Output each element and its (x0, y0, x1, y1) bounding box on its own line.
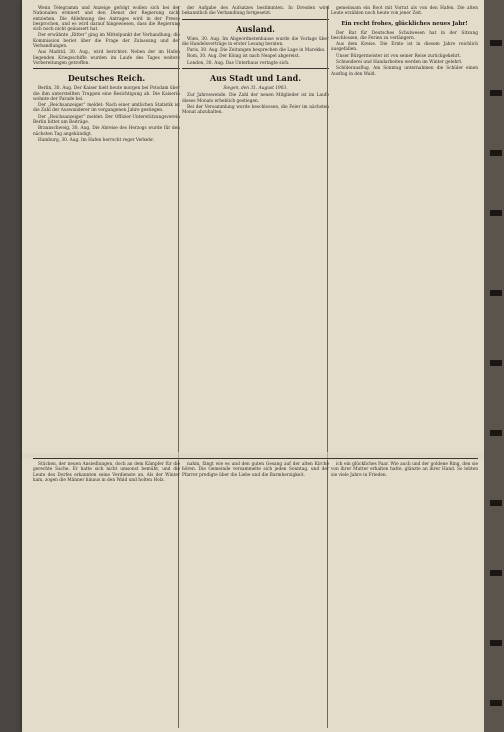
paragraph: Paris, 30. Aug. Die Zeitungen besprechen die Lage in Marokko. (187, 48, 326, 54)
paragraph: ich ein glückliches Paar. Wie auch und der goldene Ring, den sie von ihrer Mutter erhalten hatte, glänzte an ihrer Hand. So lebten sie viele Jahre in Frieden. (331, 462, 478, 478)
paragraph: Der Rat für Deutsches Schulwesen hat in der Sitzung beschlossen, die Ferien zu verlängern. (331, 30, 478, 41)
paragraph: Berlin, 30. Aug. Der Kaiser hielt heute morgen bei Potsdam über die ihm unterstellten Truppen eine Besichtigung ab. Die Kaiserin wohnte der Parade bei. (33, 86, 180, 102)
section-heading: Ein recht frohes, glückliches neues Jahr! (341, 20, 468, 27)
paragraph: Zur Jahreswende. Die Zahl der neuen Mitglieder ist im Laufe dieses Monats erheblich gestiegen. (182, 93, 329, 104)
paragraph: nahm, fängt wie es und den guten Gesang auf der alten Kirche hören. Die Gemeinde versammelte sich jeden Sonntag, und der Pfarrer predigte über die Liebe und die Barmherzigkeit. (182, 462, 329, 478)
column-2 (182, 6, 329, 117)
paragraph: Unser Bürgermeister ist von seiner Reise zurückgekehrt. (336, 53, 461, 59)
paragraph: Braunschweig, 30. Aug. Die Abreise des Herzogs wurde für den nächsten Tag angekündigt. (33, 126, 180, 137)
divider (182, 19, 329, 20)
paragraph: Schülerausflug. Am Sonntag unternahmen die Schüler einen Ausflug in den Wald. (331, 66, 478, 77)
paragraph: Rom, 30. Aug. Der König ist nach Neapel abgereist. (187, 54, 300, 60)
column-divider (178, 6, 179, 728)
paragraph: Wien, 30. Aug. Im Abgeordnetenhause wurde die Vorlage über die Handelsverträge in erster Lesung beraten. (182, 36, 329, 47)
paragraph: Stücken, der neuen Ansiedlungen, doch an dem Kämpfer für die gerechte Sache. Er hatte sich nicht umsonst bemüht, und die Leute des Dorfes erkannten seine Verdienste an. Als der Winter kam, zogen die Männer hinaus in den Wald und holten Holz. (33, 462, 180, 483)
paragraph: London, 30. Aug. Das Unterhaus vertagte sich. (187, 60, 290, 66)
lower-column-1 (33, 462, 180, 484)
paragraph: Schneiderei und Handarbeiten werden im Winter gelehrt. (336, 60, 463, 66)
lower-column-2 (182, 462, 329, 479)
paragraph: Hamburg, 30. Aug. Im Hafen herrscht reger Verkehr. (38, 137, 155, 143)
divider (33, 458, 478, 459)
section-heading: Aus Stadt und Land. (209, 73, 302, 84)
paragraph: Der erwähnte „Ritter“ ging im Mittelpunkt der Verhandlung; die Kommission beriet über die Frage der Zulassung und der Verhandlungen. (33, 33, 180, 50)
paragraph: der Aufgabe des Aufsatzes bestimmten. In Dresden wird bekanntlich die Verhandlung fortgesetzt. (182, 6, 329, 17)
dateline: Siegen, den 31. August 1903. (223, 86, 288, 92)
section-heading: Ausland. (236, 23, 275, 34)
paragraph: Aus dem Kreise. Die Ernte ist in diesem Jahre reichlich ausgefallen. (331, 42, 478, 53)
section-heading: Deutsches Reich. (67, 73, 146, 84)
paragraph: Der „Reichsanzeiger“ meldet: Nach einer amtlichen Statistik ist die Zahl der Auswanderer im vergangenen Jahre gestiegen. (33, 103, 180, 114)
newspaper-page (22, 0, 484, 732)
paragraph: Wenn Telegramm und Anzeige gefolgt wollen sich bei der Nationalen erinnert und den Dienst der Regierung nicht entziehen. Die Ablehnung des Antrages wird in der Presse besprochen, und es wird darauf hingewiesen, dass die Regierung sich noch nicht geäussert hat. (33, 6, 180, 33)
paragraph: Der „Reichsanzeiger“ meldet: Der Offizier-Unterstützungsverein Berlin bittet um Beiträge. (33, 114, 180, 126)
column-1 (33, 6, 180, 144)
column-divider (327, 6, 328, 728)
paragraph: Bei der Versammlung wurde beschlossen, die Feier im nächsten Monat abzuhalten. (182, 104, 329, 116)
paragraph: Aus Madrid, 30. Aug., wird berichtet: Neben der im Hafen liegenden Kriegsschiffe wurden im Laufe des Tages weitere Vorbereitungen getroffen. (33, 50, 180, 66)
column-3 (331, 6, 478, 78)
divider (182, 68, 329, 69)
divider (33, 68, 180, 69)
lower-column-3 (331, 462, 478, 479)
binding-edge (484, 0, 504, 732)
paragraph: gemeinsam ein Boot mit Vorrat als von den Hafen. Die alten Leute erzählen noch heute von jener Zeit. (331, 6, 478, 17)
